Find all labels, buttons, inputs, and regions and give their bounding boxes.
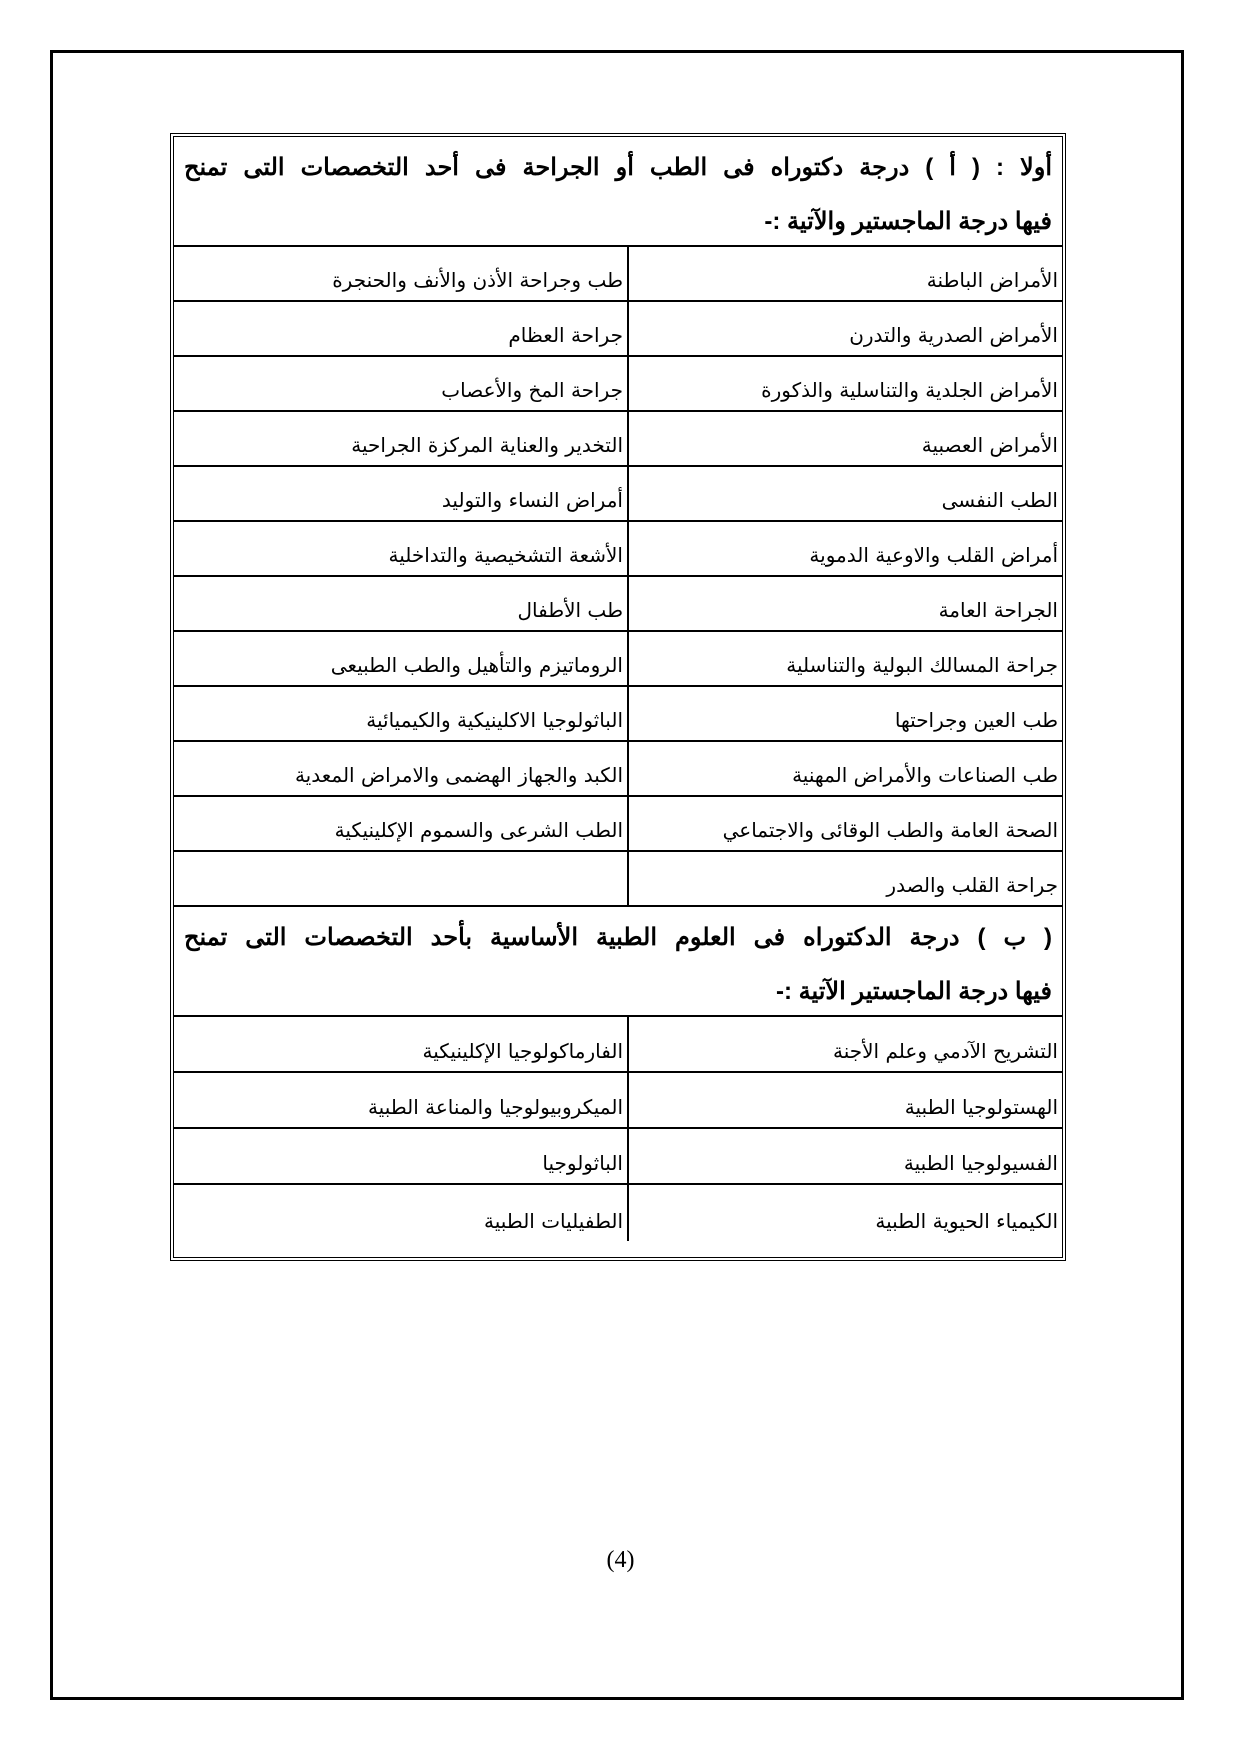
table-cell-left: طب الأطفال [517,598,623,622]
section-b-heading-line-1: ( ب ) درجة الدكتوراه فى العلوم الطبية الأساسية بأحد التخصصات التى تمنح [184,924,1052,951]
table-cell-right: طب العين وجراحتها [627,687,1062,740]
section-a-heading-line-2: فيها درجة الماجستير والآتية :- [764,208,1052,235]
table-cell-left [174,852,627,905]
table-row [174,797,1062,852]
table-cell-right: جراحة المسالك البولية والتناسلية [627,632,1062,685]
section-b-heading [174,907,1062,1017]
table-cell-left: الكبد والجهاز الهضمى والامراض المعدية [294,763,623,787]
table-row [174,357,1062,412]
section-a-heading-line-1: أولا : ( أ ) درجة دكتوراه فى الطب أو الجراحة فى أحد التخصصات التى تمنح [184,154,1052,181]
table-cell-right: التشريح الآدمي وعلم الأجنة [627,1017,1062,1071]
table-row [174,742,1062,797]
table-cell-left: الميكروبيولوجيا والمناعة الطبية [367,1095,623,1119]
table-row [174,467,1062,522]
table-row [174,247,1062,302]
table-row [174,852,1062,907]
table-cell-left: الفارماكولوجيا الإكلينيكية [422,1039,623,1063]
table-cell-left: الطفيليات الطبية [484,1209,623,1233]
table-cell-left: الطب الشرعى والسموم الإكلينيكية [334,818,623,842]
table-cell-right: الهستولوجيا الطبية [627,1073,1062,1127]
table-cell-left: الباثولوجيا الاكلينيكية والكيميائية [366,708,623,732]
table-row [174,1017,1062,1073]
table-row [174,1129,1062,1185]
table-row [174,687,1062,742]
table-cell-right: الجراحة العامة [627,577,1062,630]
table-row [174,577,1062,632]
table-cell-right: الأمراض الجلدية والتناسلية والذكورة [627,357,1062,410]
table-cell-right: الطب النفسى [627,467,1062,520]
table-cell-right: الأمراض الباطنة [627,247,1062,300]
table-cell-right: الصحة العامة والطب الوقائى والاجتماعي [627,797,1062,850]
table-cell-right: الأمراض الصدرية والتدرن [627,302,1062,355]
table-row [174,632,1062,687]
table-cell-left: الأشعة التشخيصية والتداخلية [388,543,623,567]
table-cell-left: التخدير والعناية المركزة الجراحية [351,433,623,457]
table-cell-left: طب وجراحة الأذن والأنف والحنجرة [332,268,623,292]
table-row [174,1185,1062,1241]
table-row [174,412,1062,467]
table-row [174,1073,1062,1129]
table-cell-left: جراحة العظام [508,323,623,347]
table-row [174,522,1062,577]
table-cell-right: الفسيولوجيا الطبية [627,1129,1062,1183]
table-cell-left: الروماتيزم والتأهيل والطب الطبيعى [330,653,623,677]
table-cell-right: الكيمياء الحيوية الطبية [627,1185,1062,1241]
specialties-table [170,133,1066,1261]
table-cell-right: الأمراض العصبية [627,412,1062,465]
section-a-heading [174,137,1062,247]
section-b-heading-line-2: فيها درجة الماجستير الآتية :- [775,978,1052,1005]
table-cell-left: الباثولوجيا [542,1151,623,1175]
table-cell-right: جراحة القلب والصدر [627,852,1062,905]
table-cell-right: طب الصناعات والأمراض المهنية [627,742,1062,795]
table-row [174,302,1062,357]
table-cell-right: أمراض القلب والاوعية الدموية [627,522,1062,575]
table-cell-left: أمراض النساء والتوليد [441,488,623,512]
table-cell-left: جراحة المخ والأعصاب [441,378,623,402]
page-number: (4) [606,1547,635,1573]
